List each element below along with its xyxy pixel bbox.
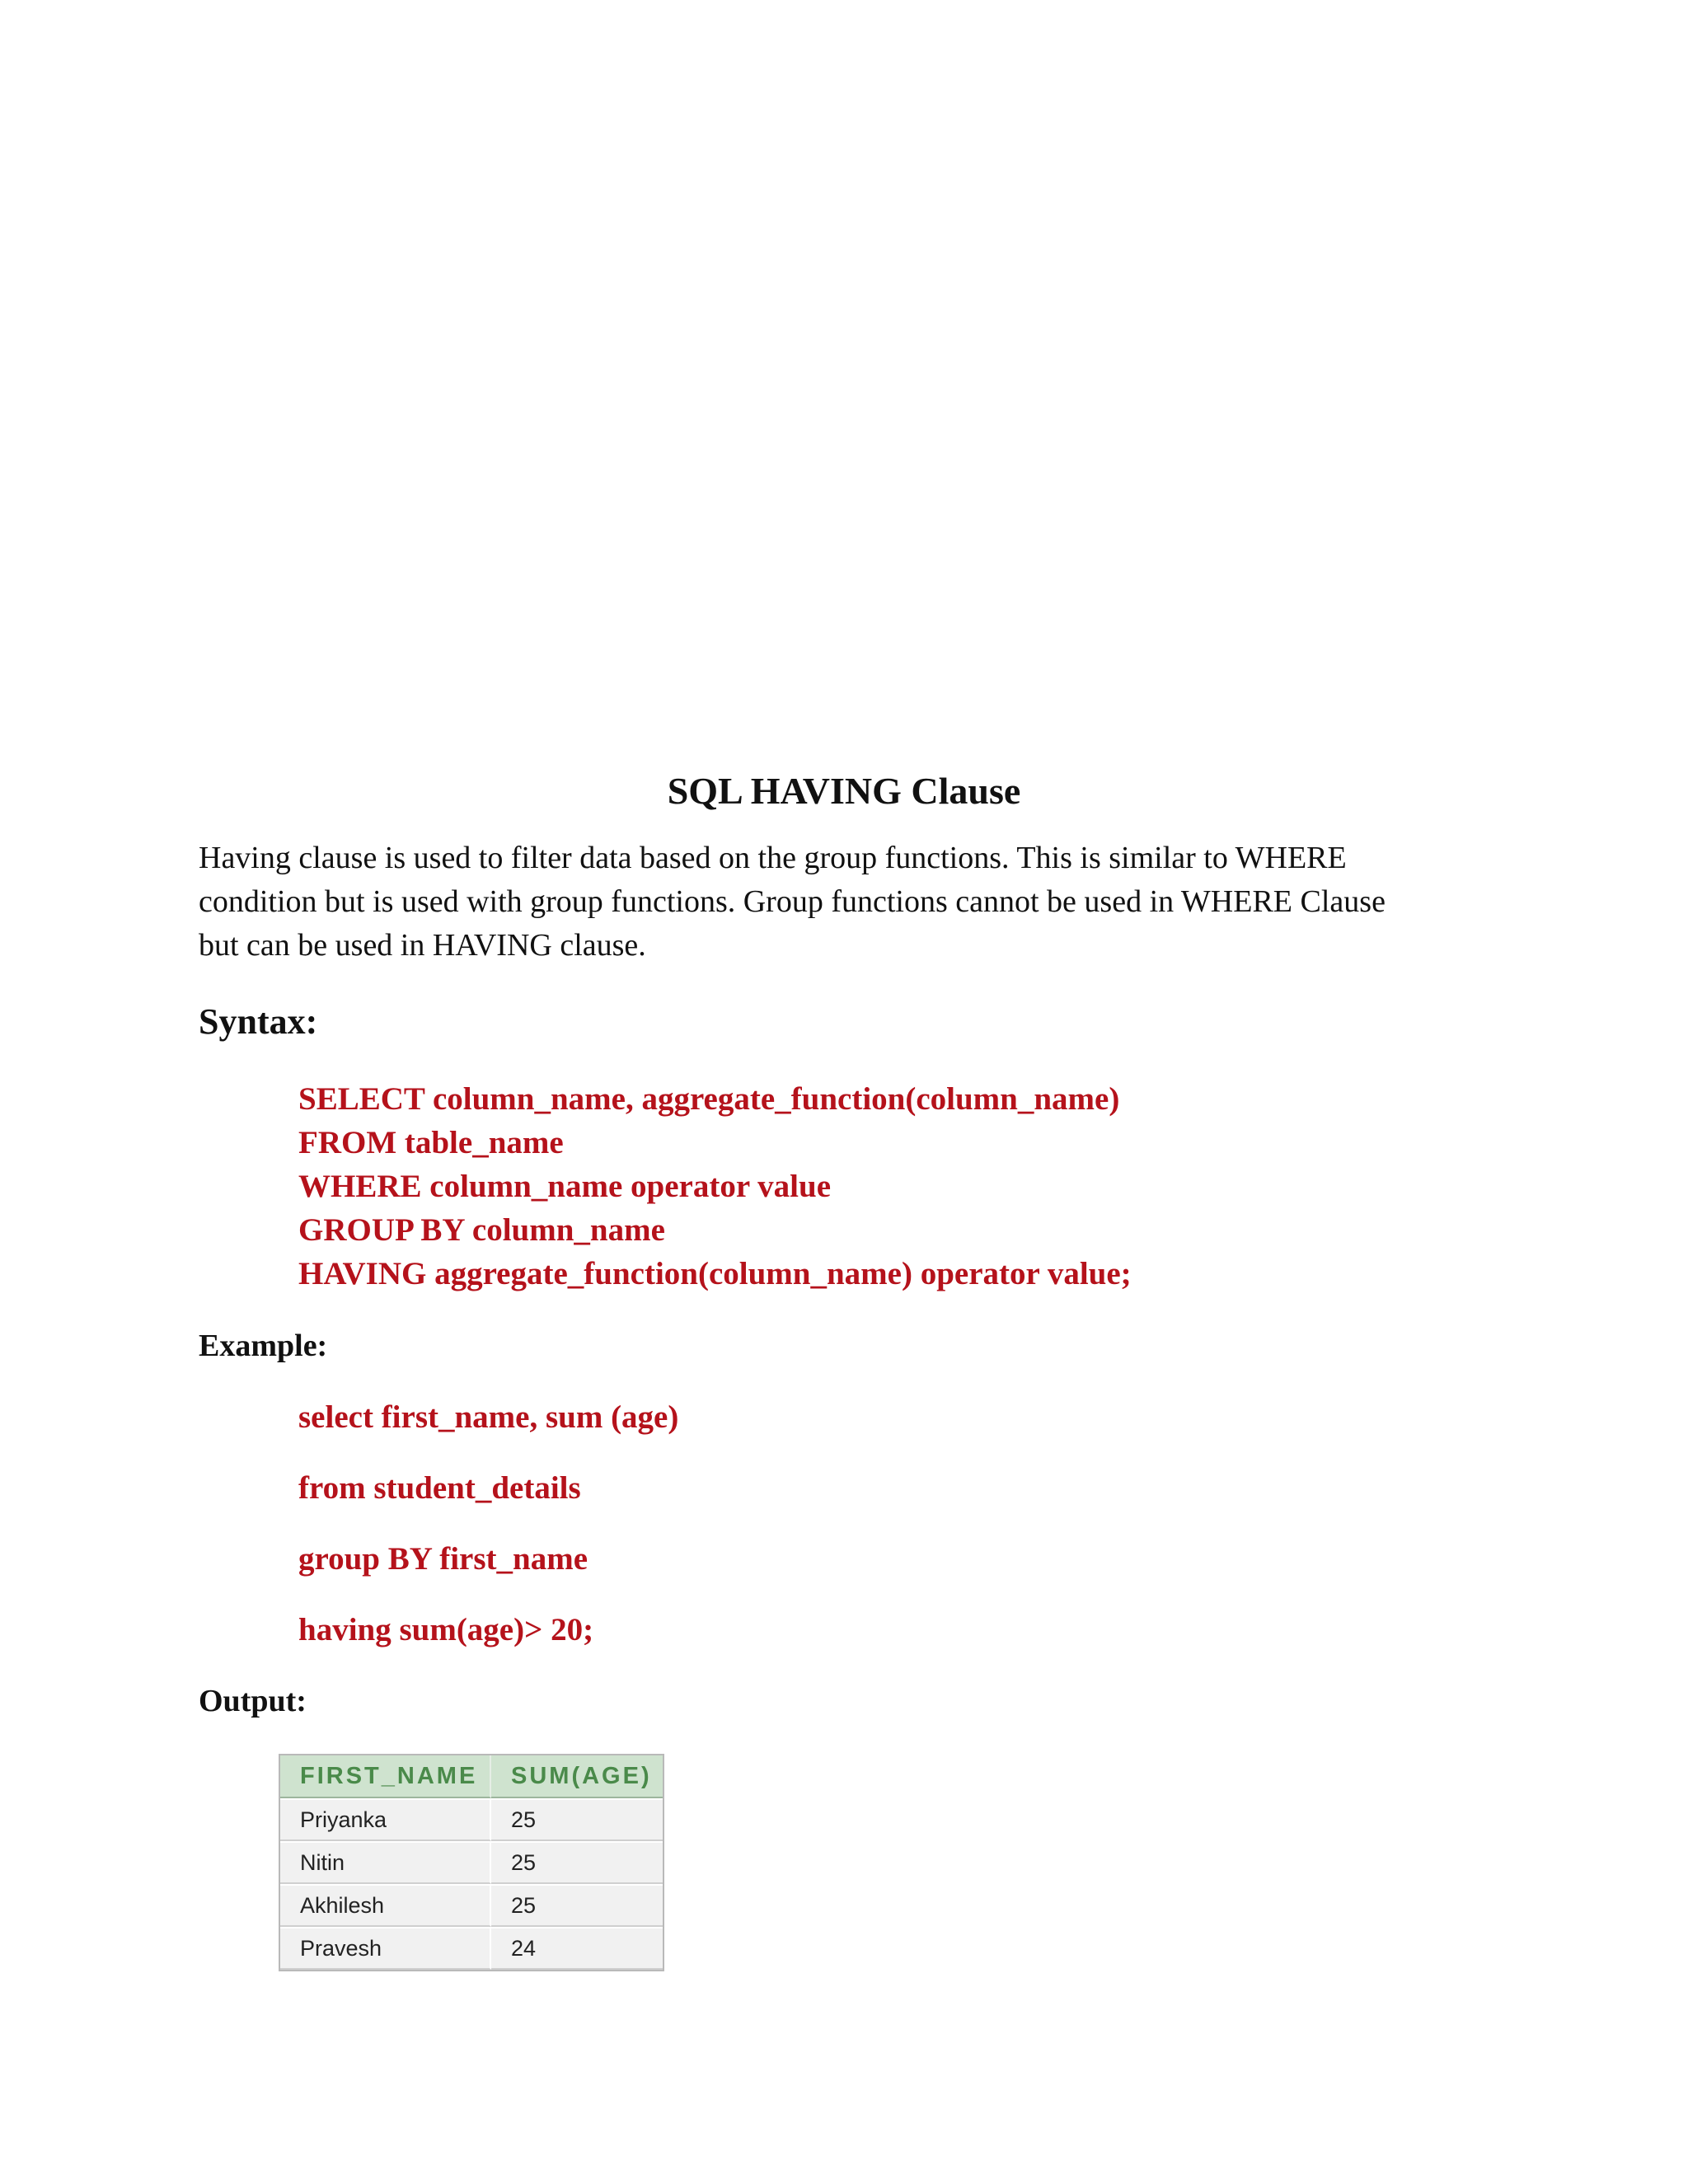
syntax-code-line: HAVING aggregate_function(column_name) operator value; [298, 1256, 1132, 1291]
example-code-line: from student_details [298, 1470, 581, 1506]
intro-line: but can be used in HAVING clause. [199, 928, 646, 963]
syntax-heading: Syntax: [199, 1001, 318, 1042]
column-header-first-name: FIRST_NAME [280, 1755, 491, 1798]
table-header-row [280, 1755, 663, 1798]
table-row [280, 1927, 663, 1970]
table-row [280, 1841, 663, 1884]
example-code-line: group BY first_name [298, 1541, 588, 1577]
syntax-code-line: SELECT column_name, aggregate_function(column_name) [298, 1081, 1120, 1117]
table-cell-sum-age: 25 [491, 1798, 663, 1841]
table-row [280, 1884, 663, 1927]
syntax-code-line: FROM table_name [298, 1125, 564, 1160]
table-cell-sum-age: 25 [491, 1841, 663, 1884]
intro-paragraph [199, 837, 1484, 968]
table-cell-first-name: Pravesh [280, 1927, 491, 1970]
intro-line: Having clause is used to filter data based on the group functions. This is similar to WHERE [199, 841, 1347, 875]
example-code-line: having sum(age)> 20; [298, 1612, 594, 1647]
table-cell-first-name: Akhilesh [280, 1884, 491, 1927]
intro-line: condition but is used with group functions. Group functions cannot be used in WHERE Clause [199, 884, 1386, 919]
example-heading: Example: [199, 1329, 328, 1363]
page-title: SQL HAVING Clause [667, 770, 1021, 812]
table-cell-sum-age: 24 [491, 1927, 663, 1970]
table-cell-sum-age: 25 [491, 1884, 663, 1927]
output-table [279, 1754, 664, 1971]
example-code-block [298, 1394, 678, 1678]
table-row [280, 1798, 663, 1841]
output-heading: Output: [199, 1684, 307, 1718]
table-cell-first-name: Priyanka [280, 1798, 491, 1841]
example-code-line: select first_name, sum (age) [298, 1399, 679, 1435]
syntax-code-line: WHERE column_name operator value [298, 1169, 832, 1204]
syntax-code-block [298, 1077, 1132, 1296]
column-header-sum-age: SUM(AGE) [491, 1755, 663, 1798]
syntax-code-line: GROUP BY column_name [298, 1212, 665, 1248]
table-cell-first-name: Nitin [280, 1841, 491, 1884]
